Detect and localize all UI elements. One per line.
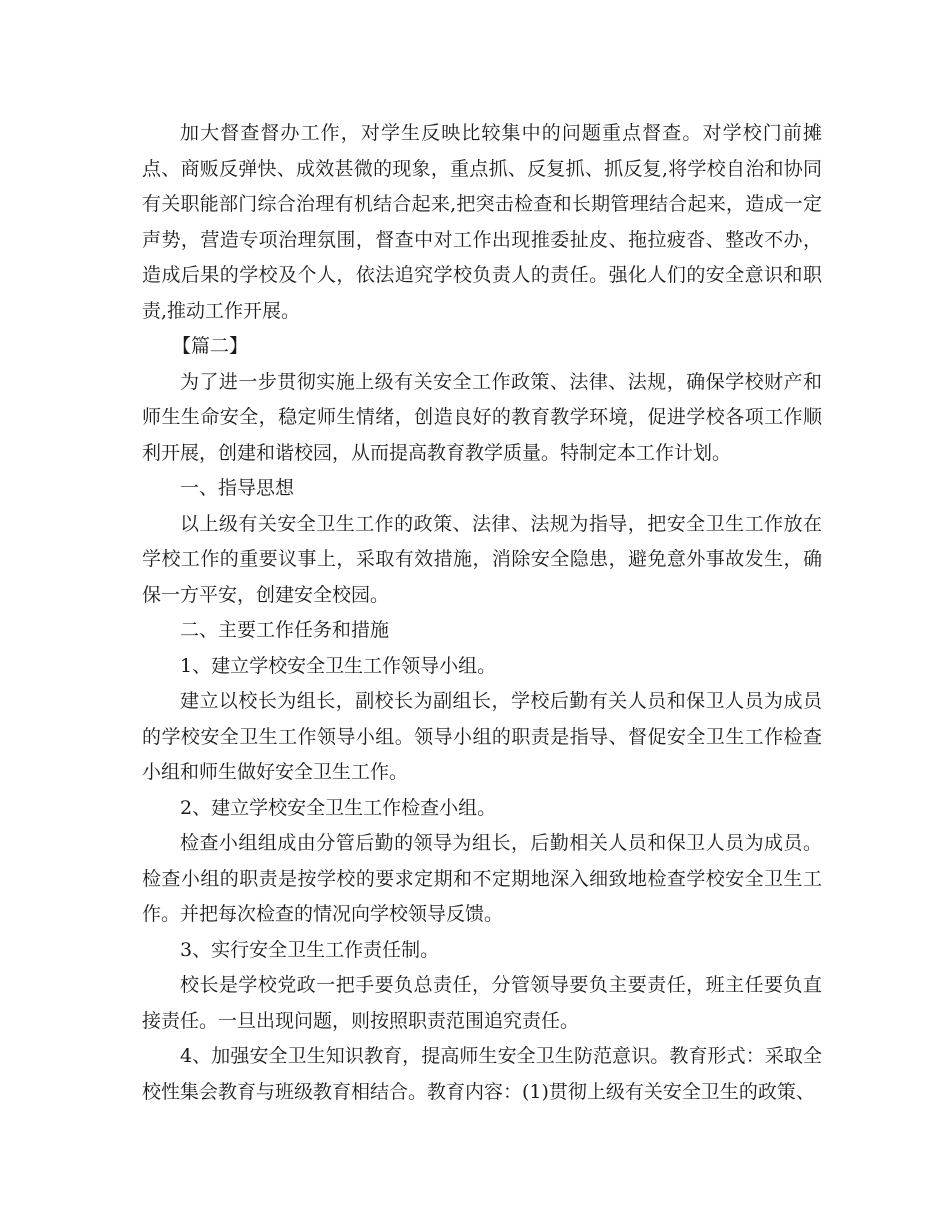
item-heading-responsibility-system: 3、实行安全卫生工作责任制。 xyxy=(180,938,440,961)
heading-guiding-ideology: 一、指导思想 xyxy=(180,477,295,499)
item-heading-leadership-group: 1、建立学校安全卫生工作领导小组。 xyxy=(180,654,497,677)
paragraph-introduction: 为了进一步贯彻实施上级有关安全工作政策、法律、法规，确保学校财产和师生生命安全，稳定师生情绪，创造良好的教育教学环境，促进学校各项工作顺利开展，创建和谐校园，从而提高教育教学质量。特制定本工作计划。 xyxy=(142,370,822,464)
paragraph-responsibility-system: 校长是学校党政一把手要负总责任，分管领导要负主要责任，班主任要负直接责任。一旦出现问题，则按照职责范围追究责任。 xyxy=(142,974,822,1032)
document-body xyxy=(142,116,822,1110)
paragraph-safety-education: 4、加强安全卫生知识教育，提高师生安全卫生防范意识。教育形式：采取全校性集会教育与班级教育相结合。教育内容：(1)贯彻上级有关安全卫生的政策、 xyxy=(142,1045,822,1103)
item-heading-inspection-group: 2、建立学校安全卫生工作检查小组。 xyxy=(180,796,497,819)
section-heading-part-two: 【篇二】 xyxy=(172,335,249,357)
heading-main-tasks: 二、主要工作任务和措施 xyxy=(180,619,390,641)
paragraph-guiding-ideology: 以上级有关安全卫生工作的政策、法律、法规为指导，把安全卫生工作放在学校工作的重要议事上，采取有效措施，消除安全隐患，避免意外事故发生，确保一方平安，创建安全校园。 xyxy=(142,512,822,606)
paragraph-supervision: 加大督查督办工作，对学生反映比较集中的问题重点督查。对学校门前摊点、商贩反弹快、成效甚微的现象，重点抓、反复抓、抓反复,将学校自治和协同有关职能部门综合治理有机结合起来,把突击检查和长期管理结合起来，造成一定声势，营造专项治理氛围，督查中对工作出现推委扯皮、拖拉疲沓、整改不办，造成后果的学校及个人，依法追究学校负责人的责任。强化人们的安全意识和职责,推动工作开展。 xyxy=(142,122,822,322)
paragraph-inspection-group: 检查小组组成由分管后勤的领导为组长，后勤相关人员和保卫人员为成员。检查小组的职责是按学校的要求定期和不定期地深入细致地检查学校安全卫生工作。并把每次检查的情况向学校领导反馈。 xyxy=(142,832,822,925)
paragraph-leadership-group: 建立以校长为组长，副校长为副组长，学校后勤有关人员和保卫人员为成员的学校安全卫生工作领导小组。领导小组的职责是指导、督促安全卫生工作检查小组和师生做好安全卫生工作。 xyxy=(142,690,822,783)
